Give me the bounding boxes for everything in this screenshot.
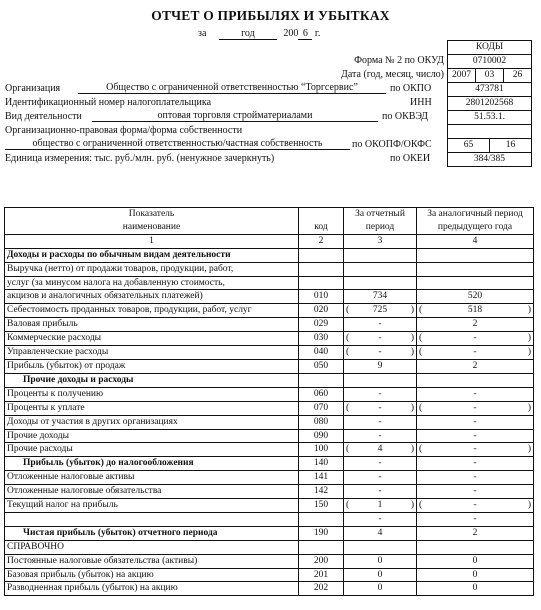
row-code: 150	[299, 499, 344, 513]
period-suffix: г.	[314, 28, 321, 39]
row-code: 070	[299, 401, 344, 415]
row-current-value	[344, 568, 417, 582]
value-text: 0	[377, 583, 383, 594]
open-paren: (	[346, 347, 350, 358]
close-paren: )	[410, 305, 414, 316]
table-row	[5, 568, 534, 582]
value-text: -	[378, 402, 382, 413]
legal-form-label: Организационно-правовая форма/форма собственности	[5, 125, 243, 136]
row-indicator-name: Валовая прибыль	[5, 318, 299, 332]
row-previous-value	[417, 471, 534, 485]
row-indicator-name: Разводненная прибыль (убыток) на акцию	[5, 582, 299, 596]
row-current-value	[344, 429, 417, 443]
value-text: 2	[472, 360, 478, 371]
row-indicator-name: услуг (за минусом налога на добавленную стоимость,	[5, 276, 299, 290]
row-current-value	[344, 415, 417, 429]
label-okpo: по ОКПО	[390, 83, 432, 94]
label-okopf-okfs: по ОКОПФ/ОКФС	[352, 139, 432, 150]
close-paren: )	[527, 333, 531, 344]
open-paren: (	[346, 402, 350, 413]
value-text: 1	[377, 500, 383, 511]
row-current-value	[344, 304, 417, 318]
row-code	[299, 248, 344, 262]
row-indicator-name: Отложенные налоговые активы	[5, 471, 299, 485]
value-text: 0	[472, 583, 478, 594]
row-indicator-name: акцизов и аналогичных обязательных платежей)	[5, 290, 299, 304]
row-indicator-name: Прочие доходы	[5, 429, 299, 443]
value-text: -	[378, 472, 382, 483]
table-row	[5, 540, 534, 554]
row-current-value	[344, 499, 417, 513]
open-paren: (	[419, 500, 423, 511]
table-row	[5, 304, 534, 318]
row-code: 040	[299, 346, 344, 360]
table-row	[5, 429, 534, 443]
header-num-3: 3	[344, 234, 417, 248]
value-text: -	[378, 388, 382, 399]
row-previous-value	[417, 248, 534, 262]
value-text: -	[378, 430, 382, 441]
value-text: -	[473, 472, 477, 483]
label-okved: по ОКВЭД	[382, 111, 428, 122]
value-text: -	[378, 416, 382, 427]
value-text: 520	[467, 291, 483, 302]
value-text: 725	[372, 305, 388, 316]
value-text: -	[473, 402, 477, 413]
value-text: 2	[472, 319, 478, 330]
row-current-value	[344, 387, 417, 401]
table-row	[5, 332, 534, 346]
row-code	[299, 262, 344, 276]
row-previous-value	[417, 540, 534, 554]
row-code: 090	[299, 429, 344, 443]
row-previous-value	[417, 512, 534, 526]
table-header-numbers	[5, 234, 534, 248]
row-previous-value	[417, 262, 534, 276]
period-year-digit: 6	[298, 28, 312, 40]
row-previous-value	[417, 387, 534, 401]
open-paren: (	[346, 444, 350, 455]
row-previous-value	[417, 526, 534, 540]
value-text: 0	[472, 569, 478, 580]
row-previous-value	[417, 359, 534, 373]
report-period	[198, 28, 320, 40]
table-row	[5, 526, 534, 540]
row-code: 029	[299, 318, 344, 332]
row-previous-value	[417, 568, 534, 582]
label-inn: ИНН	[410, 97, 432, 108]
header-current-period: период	[344, 221, 417, 234]
value-text: -	[473, 486, 477, 497]
value-text: 0	[472, 555, 478, 566]
code-okei: 384/385	[448, 152, 531, 166]
row-previous-value	[417, 373, 534, 387]
value-text: -	[378, 486, 382, 497]
open-paren: (	[419, 305, 423, 316]
close-paren: )	[527, 305, 531, 316]
row-code: 201	[299, 568, 344, 582]
row-indicator-name: Управленческие расходы	[5, 346, 299, 360]
row-code: 030	[299, 332, 344, 346]
code-inn: 2801202568	[448, 96, 531, 110]
value-text: 4	[377, 444, 383, 455]
code-okopf-okfs	[448, 138, 531, 152]
row-indicator-name: Постоянные налоговые обязательства (активы)	[5, 554, 299, 568]
value-text: 0	[377, 555, 383, 566]
code-okud: 0710002	[448, 54, 531, 68]
table-row	[5, 499, 534, 513]
row-current-value	[344, 359, 417, 373]
row-current-value	[344, 485, 417, 499]
value-text: -	[473, 458, 477, 469]
row-previous-value	[417, 346, 534, 360]
code-okpo: 473781	[448, 82, 531, 96]
row-previous-value	[417, 304, 534, 318]
row-code: 142	[299, 485, 344, 499]
value-text: -	[378, 458, 382, 469]
value-text: -	[473, 416, 477, 427]
row-code: 141	[299, 471, 344, 485]
open-paren: (	[419, 347, 423, 358]
row-code: 050	[299, 359, 344, 373]
table-row	[5, 554, 534, 568]
activity-value: оптовая торговля стройматериалами	[92, 110, 378, 122]
row-code: 020	[299, 304, 344, 318]
value-text: -	[473, 388, 477, 399]
table-row	[5, 359, 534, 373]
row-current-value	[344, 526, 417, 540]
row-indicator-name: Чистая прибыль (убыток) отчетного периода	[5, 526, 299, 540]
row-current-value	[344, 373, 417, 387]
table-row	[5, 485, 534, 499]
code-date-month: 03	[475, 69, 503, 82]
row-indicator-name: Проценты к получению	[5, 387, 299, 401]
row-indicator-name: Прочие доходы и расходы	[5, 373, 299, 387]
row-previous-value	[417, 318, 534, 332]
codes-header: КОДЫ	[475, 42, 504, 52]
header-code: код	[299, 221, 344, 234]
close-paren: )	[527, 347, 531, 358]
header-code-top	[299, 208, 344, 221]
table-row	[5, 290, 534, 304]
row-current-value	[344, 512, 417, 526]
table-row	[5, 346, 534, 360]
row-code	[299, 540, 344, 554]
table-row	[5, 582, 534, 596]
row-indicator-name: Себестоимость проданных товаров, продукции, работ, услуг	[5, 304, 299, 318]
value-text: -	[378, 513, 382, 524]
row-current-value	[344, 443, 417, 457]
header-num-4: 4	[417, 234, 534, 248]
activity-label: Вид деятельности	[5, 111, 82, 122]
income-statement-table	[4, 207, 534, 596]
row-code: 202	[299, 582, 344, 596]
header-num-2: 2	[299, 234, 344, 248]
row-current-value	[344, 276, 417, 290]
row-indicator-name: Доходы от участия в других организациях	[5, 415, 299, 429]
row-previous-value	[417, 332, 534, 346]
label-date: Дата (год, месяц, число)	[341, 69, 444, 80]
row-current-value	[344, 554, 417, 568]
org-label: Организация	[5, 83, 61, 94]
org-name: Общество с ограниченной ответственностью “Торгсервис”	[78, 82, 386, 94]
open-paren: (	[346, 333, 350, 344]
row-code: 080	[299, 415, 344, 429]
value-text: -	[473, 430, 477, 441]
value-text: -	[473, 347, 477, 358]
code-date-day: 26	[503, 69, 531, 82]
code-okfs: 16	[489, 139, 531, 152]
row-code: 010	[299, 290, 344, 304]
table-row	[5, 415, 534, 429]
period-prefix: за	[198, 28, 207, 39]
row-current-value	[344, 262, 417, 276]
row-indicator-name: Коммерческие расходы	[5, 332, 299, 346]
row-previous-value	[417, 554, 534, 568]
table-row	[5, 401, 534, 415]
value-text: -	[473, 500, 477, 511]
row-previous-value	[417, 443, 534, 457]
open-paren: (	[419, 333, 423, 344]
table-header-row-2	[5, 221, 534, 234]
row-current-value	[344, 540, 417, 554]
row-code	[299, 373, 344, 387]
value-text: -	[473, 333, 477, 344]
row-current-value	[344, 346, 417, 360]
row-indicator-name: Прибыль (убыток) от продаж	[5, 359, 299, 373]
row-current-value	[344, 471, 417, 485]
row-current-value	[344, 582, 417, 596]
row-indicator-name: Доходы и расходы по обычным видам деятельности	[5, 248, 299, 262]
row-code: 060	[299, 387, 344, 401]
row-previous-value	[417, 276, 534, 290]
close-paren: )	[527, 500, 531, 511]
legal-form-value: общество с ограниченной ответственностью/частная собственность	[5, 138, 350, 150]
period-year-prefix: 200	[283, 28, 299, 39]
table-row	[5, 387, 534, 401]
row-indicator-name: Отложенные налоговые обязательства	[5, 485, 299, 499]
table-row	[5, 248, 534, 262]
row-current-value	[344, 318, 417, 332]
table-row	[5, 471, 534, 485]
table-row	[5, 262, 534, 276]
value-text: -	[378, 333, 382, 344]
row-current-value	[344, 457, 417, 471]
value-text: 9	[377, 360, 383, 371]
unit-label: Единица измерения: тыс. руб./млн. руб. (ненужное зачеркнуть)	[5, 153, 275, 164]
inn-label: Идентификационный номер налогоплательщика	[5, 97, 212, 108]
close-paren: )	[527, 444, 531, 455]
report-title: ОТЧЕТ О ПРИБЫЛЯХ И УБЫТКАХ	[151, 8, 390, 23]
open-paren: (	[419, 444, 423, 455]
table-row	[5, 457, 534, 471]
value-text: -	[473, 444, 477, 455]
code-date-year: 2007	[452, 70, 471, 80]
row-current-value	[344, 290, 417, 304]
row-current-value	[344, 332, 417, 346]
table-header-row-1	[5, 208, 534, 221]
codes-box	[447, 40, 532, 167]
row-previous-value	[417, 401, 534, 415]
value-text: -	[378, 347, 382, 358]
code-okved: 51.53.1.	[448, 110, 531, 124]
close-paren: )	[410, 402, 414, 413]
row-indicator-name: Базовая прибыль (убыток) на акцию	[5, 568, 299, 582]
table-row	[5, 443, 534, 457]
open-paren: (	[419, 402, 423, 413]
close-paren: )	[410, 444, 414, 455]
row-indicator-name	[5, 512, 299, 526]
close-paren: )	[410, 347, 414, 358]
open-paren: (	[346, 305, 350, 316]
header-num-1: 1	[5, 234, 299, 248]
value-text: 734	[372, 291, 388, 302]
value-text: -	[473, 513, 477, 524]
period-value: год	[219, 28, 277, 40]
label-okei: по ОКЕИ	[390, 153, 431, 164]
close-paren: )	[410, 333, 414, 344]
value-text: -	[378, 319, 382, 330]
row-previous-value	[417, 290, 534, 304]
code-blank	[448, 124, 531, 138]
row-previous-value	[417, 429, 534, 443]
row-indicator-name: Прочие расходы	[5, 443, 299, 457]
row-current-value	[344, 401, 417, 415]
row-indicator-name: Выручка (нетто) от продажи товаров, продукции, работ,	[5, 262, 299, 276]
header-previous: За аналогичный период	[417, 208, 534, 221]
value-text: 2	[472, 527, 478, 538]
header-current: За отчетный	[344, 208, 417, 221]
value-text: 518	[467, 305, 483, 316]
header-previous-period: предыдущего года	[417, 221, 534, 234]
row-indicator-name: Текущий налог на прибыль	[5, 499, 299, 513]
row-previous-value	[417, 499, 534, 513]
row-indicator-name: СПРАВОЧНО	[5, 540, 299, 554]
header-indicator: Показатель	[5, 208, 299, 221]
row-indicator-name: Проценты к уплате	[5, 401, 299, 415]
header-indicator-name: наименование	[5, 221, 299, 234]
row-previous-value	[417, 485, 534, 499]
table-row	[5, 318, 534, 332]
row-code: 200	[299, 554, 344, 568]
close-paren: )	[410, 500, 414, 511]
code-okopf: 65	[463, 140, 474, 150]
row-code: 190	[299, 526, 344, 540]
code-date	[448, 68, 531, 82]
row-code	[299, 276, 344, 290]
table-row	[5, 373, 534, 387]
row-code: 100	[299, 443, 344, 457]
open-paren: (	[346, 500, 350, 511]
value-text: 4	[377, 527, 383, 538]
table-row	[5, 276, 534, 290]
row-current-value	[344, 248, 417, 262]
row-previous-value	[417, 457, 534, 471]
row-code	[299, 512, 344, 526]
table-row	[5, 512, 534, 526]
row-previous-value	[417, 415, 534, 429]
label-okud: Форма № 2 по ОКУД	[354, 55, 444, 66]
close-paren: )	[527, 402, 531, 413]
row-previous-value	[417, 582, 534, 596]
row-indicator-name: Прибыль (убыток) до налогообложения	[5, 457, 299, 471]
value-text: 0	[377, 569, 383, 580]
row-code: 140	[299, 457, 344, 471]
